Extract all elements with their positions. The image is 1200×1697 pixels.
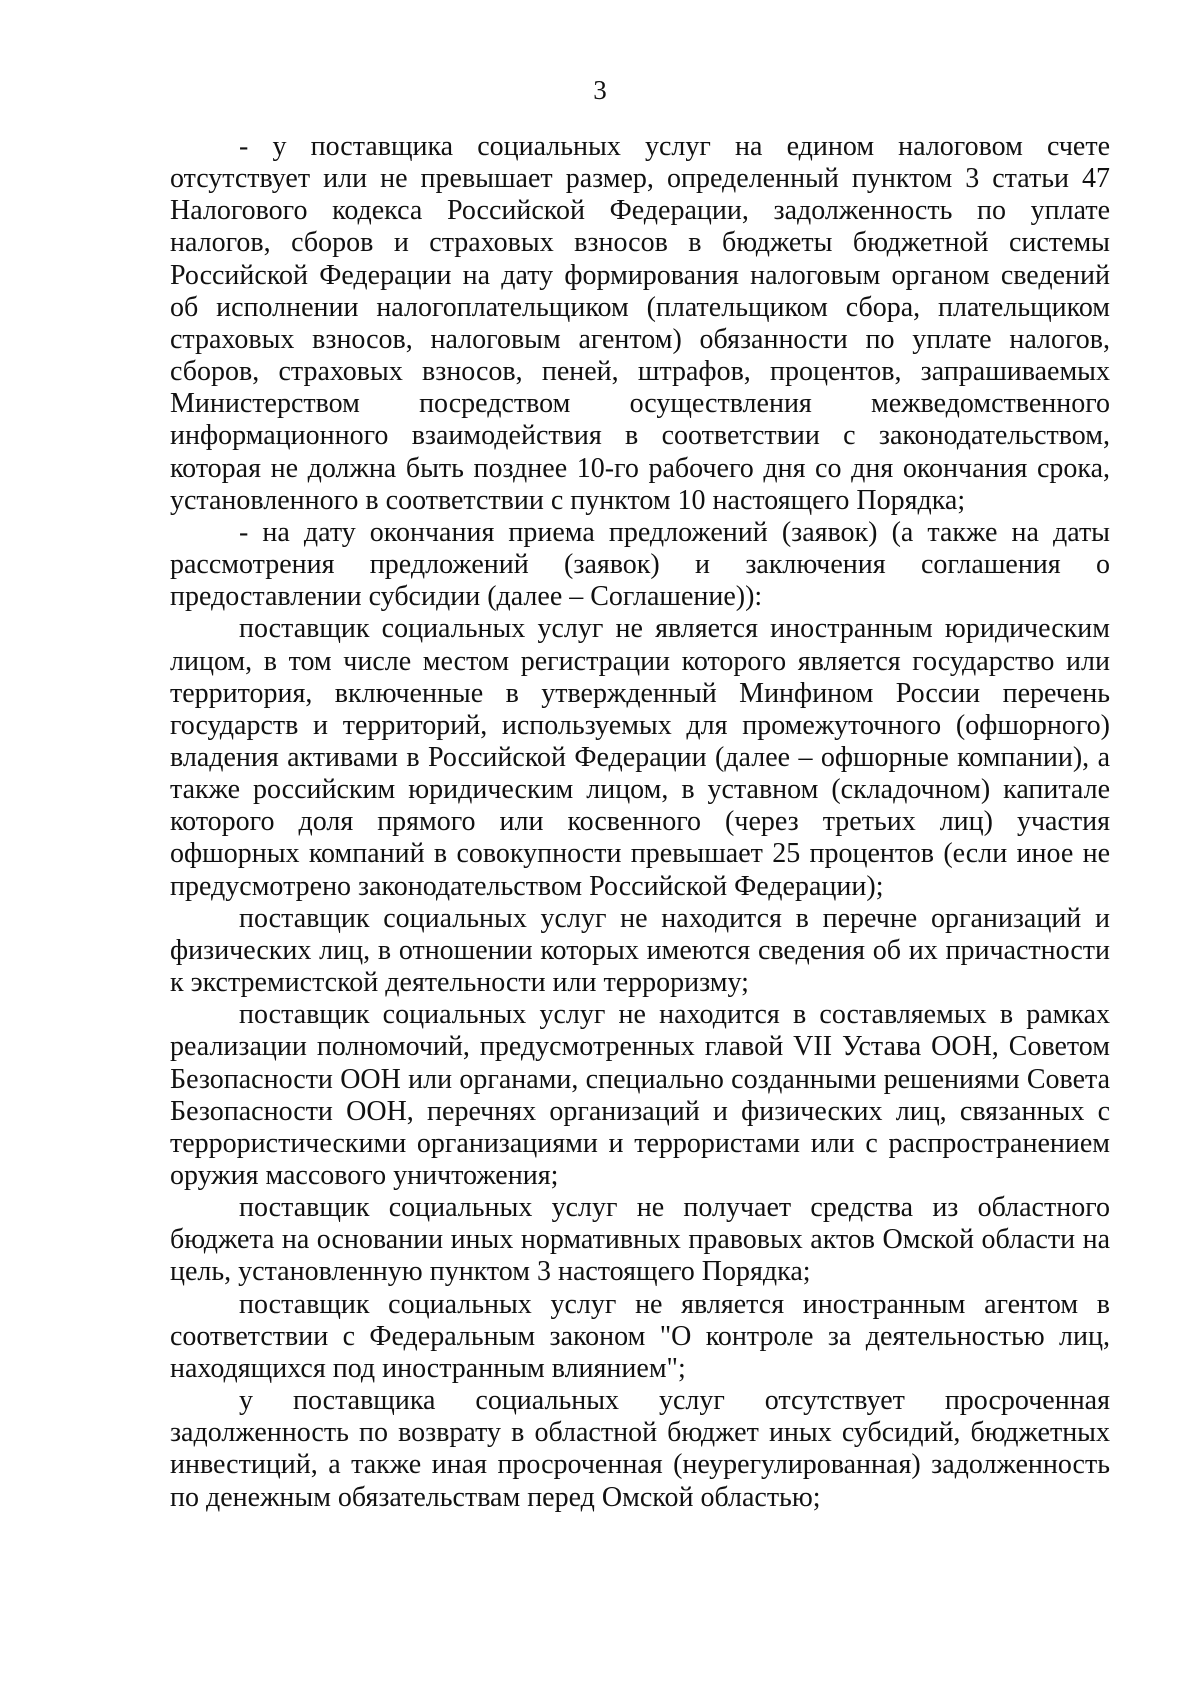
paragraph-other-funding: поставщик социальных услуг не получает средства из областного бюджета на основании иных нормативных правовых актов Омской области на цель, установленную пунктом 3 настоящего Порядка; xyxy=(170,1192,1110,1288)
paragraph-tax-debt: - у поставщика социальных услуг на едином налоговом счете отсутствует или не превышает размер, определенный пунктом 3 статьи 47 Налогового кодекса Российской Федерации, задолженность по уплате налогов, сборов и страховых взносов в бюджеты бюджетной системы Российской Федерации на дату формирования налоговым органом сведений об исполнении налогоплательщиком (плательщиком сбора, плательщиком страховых взносов, налоговым агентом) обязанности по уплате налогов, сборов, страховых взносов, пеней, штрафов, процентов, запрашиваемых Министерством посредством осуществления межведомственного информационного взаимодействия в соответствии с законодательством, которая не должна быть позднее 10-го рабочего дня со дня окончания срока, установленного в соответствии с пунктом 10 настоящего Порядка; xyxy=(170,131,1110,516)
paragraph-overdue-debt: у поставщика социальных услуг отсутствует просроченная задолженность по возврату в областной бюджет иных субсидий, бюджетных инвестиций, а также иная просроченная (неурегулированная) задолженность по денежным обязательствам перед Омской областью; xyxy=(170,1385,1110,1513)
paragraph-application-date: - на дату окончания приема предложений (заявок) (а также на даты рассмотрения предложений (заявок) и заключения соглашения о предоставлении субсидии (далее – Соглашение)): xyxy=(170,516,1110,613)
paragraph-foreign-agent: поставщик социальных услуг не является иностранным агентом в соответствии с Федеральным законом "О контроле за деятельностью лиц, находящихся под иностранным влиянием"; xyxy=(170,1288,1110,1384)
document-body xyxy=(170,131,1110,1514)
paragraph-foreign-entity: поставщик социальных услуг не является иностранным юридическим лицом, в том числе местом регистрации которого является государство или территория, включенные в утвержденный Минфином России перечень государств и территорий, используемых для промежуточного (офшорного) владения активами в Российской Федерации (далее – офшорные компании), а также российским юридическим лицом, в уставном (складочном) капитале которого доля прямого или косвенного (через третьих лиц) участия офшорных компаний в совокупности превышает 25 процентов (если иное не предусмотрено законодательством Российской Федерации); xyxy=(170,613,1110,902)
page-number: 3 xyxy=(593,75,607,105)
paragraph-un-sanctions: поставщик социальных услуг не находится в составляемых в рамках реализации полномочий, предусмотренных главой VII Устава ООН, Советом Безопасности ООН или органами, специально созданными решениями Совета Безопасности ООН, перечнях организаций и физических лиц, связанных с террористическими организациями и террористами или с распространением оружия массового уничтожения; xyxy=(170,999,1110,1191)
paragraph-extremism-list: поставщик социальных услуг не находится в перечне организаций и физических лиц, в отношении которых имеются сведения об их причастности к экстремистской деятельности или терроризму; xyxy=(170,902,1110,999)
